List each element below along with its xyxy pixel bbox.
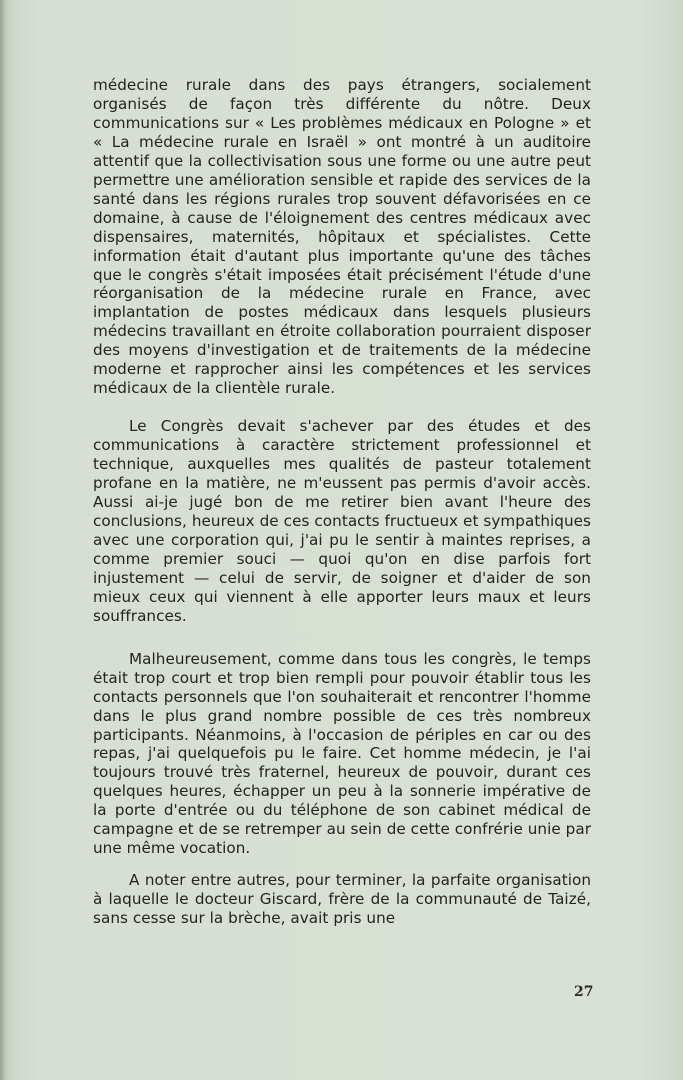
paragraph-3: Malheureusement, comme dans tous les congrès, le temps était trop court et trop bien rempli pour pouvoir établir tous les contacts personnels que l'on souhaiterait et rencontrer l'homme dans le plus grand nombre possible de ces très nombreux participants. Néanmoins, à l'occasion de périples en car ou des repas, j'ai quelquefois pu le faire. Cet homme médecin, je l'ai toujours trouvé très fraternel, heureux de pouvoir, durant ces quelques heures, échapper un peu à la sonnerie impérative de la porte d'entrée ou du téléphone de son cabinet médical de campagne et de se retremper au sein de cette confrérie unie par une même vocation. bbox=[93, 649, 591, 858]
page-number: 27 bbox=[574, 984, 594, 1000]
paragraph-2: Le Congrès devait s'achever par des études et des communications à caractère strictement professionnel et technique, auxquelles mes qualités de pasteur totalement profane en la matière, ne m'eussent pas permis d'avoir accès. Aussi ai-je jugé bon de me retirer bien avant l'heure des conclusions, heureux de ces contacts fructueux et sympathiques avec une corporation qui, j'ai pu le sentir à maintes reprises, a comme premier souci — quoi qu'on en dise parfois fort injustement — celui de servir, de soigner et d'aider de son mieux ceux qui viennent à elle apporter leurs maux et leurs souffrances. bbox=[93, 417, 591, 625]
paragraph-1: médecine rurale dans des pays étrangers, socialement organisés de façon très différente du nôtre. Deux communications sur « Les problèmes médicaux en Pologne » et « La médecine rurale en Israël » ont montré à un auditoire attentif que la collectivisation sous une forme ou une autre peut permettre une amélioration sensible et rapide des services de la santé dans les régions rurales trop souvent défavorisées en ce domaine, à cause de l'éloignement des centres médicaux avec dispensaires, maternités, hôpitaux et spécialistes. Cette information était d'autant plus importante qu'une des tâches que le congrès s'était imposées était précisément l'étude d'une réorganisation de la médecine rurale en France, avec implantation de postes médicaux dans lesquels plusieurs médecins travaillant en étroite collaboration pourraient disposer des moyens d'investigation et de traitements de la médecine moderne et rapprocher ainsi les compétences et les services médicaux de la clientèle rurale. bbox=[93, 76, 591, 398]
body-text bbox=[93, 76, 591, 928]
page-spine-shadow bbox=[0, 0, 6, 1080]
paragraph-4: A noter entre autres, pour terminer, la parfaite organisation à laquelle le docteur Giscard, frère de la communauté de Taizé, sans cesse sur la brèche, avait pris une bbox=[93, 871, 591, 928]
